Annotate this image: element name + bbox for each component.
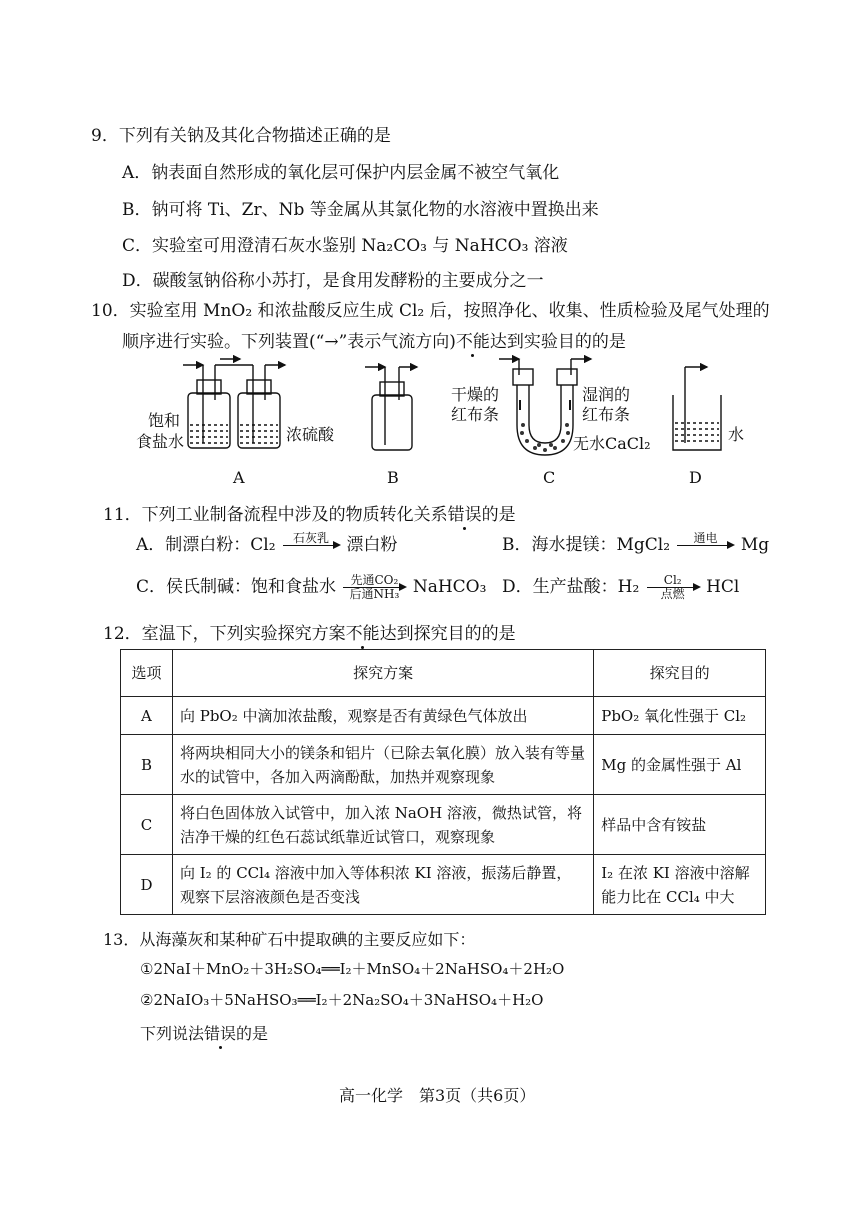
q13-ask-b: 的是: [236, 1024, 269, 1043]
q11-d-product: HCl: [706, 577, 740, 597]
q11-a-arrow: [283, 532, 339, 559]
q13-ask-a: 下列说法: [140, 1024, 205, 1043]
q11-a-above: 石灰乳: [292, 531, 329, 545]
label-wet-cloth-2: 红布条: [582, 405, 631, 424]
q9-option-b: B．钠可将 Ti、Zr、Nb 等金属从其氯化物的水溶液中置换出来: [122, 200, 599, 220]
q9-option-a: A．钠表面自然形成的氧化层可保护内层金属不被空气氧化: [122, 163, 560, 183]
header-goal: 探究目的: [594, 650, 766, 697]
q10-stem-line2-b: 达到实验目的的是: [489, 332, 626, 352]
q11-b-product: Mg: [740, 535, 770, 555]
q11-b-prefix: B．海水提镁：MgCl₂: [502, 535, 671, 555]
label-saturated-salt-2: 食盐水: [136, 432, 185, 451]
q13-reaction-2: ②2NaIO₃＋5NaHSO₃══I₂＋2Na₂SO₄＋3NaHSO₄＋H₂O: [140, 991, 544, 1009]
table-row: [121, 697, 766, 735]
row-b-goal: Mg 的金属性强于 Al: [594, 735, 766, 795]
table-header-row: [121, 650, 766, 697]
q11-d-prefix: D．生产盐酸：H₂: [502, 577, 640, 597]
q11-emphasis: 错误: [448, 500, 482, 525]
q11-stem-a: 11．下列工业制备流程中涉及的物质转化关系: [103, 505, 448, 525]
row-c-option: C: [121, 795, 173, 855]
q11-c-above: 先通CO₂: [350, 573, 399, 587]
table-row: [121, 795, 766, 855]
q10-emphasis: 不能: [456, 327, 490, 352]
q13-ask: [140, 1021, 268, 1044]
row-b-option: B: [121, 735, 173, 795]
q11-a-product: 漂白粉: [346, 535, 398, 555]
q11-stem: [103, 500, 516, 525]
label-anhydrous-cacl2: 无水CaCl₂: [573, 434, 651, 453]
q12-table: [120, 649, 766, 915]
q11-d-arrow: [647, 574, 699, 601]
q11-a-prefix: A．制漂白粉：Cl₂: [136, 535, 276, 555]
q11-option-c: [136, 572, 486, 601]
q12-stem-b: 达到探究目的的是: [379, 624, 516, 644]
label-dry-cloth-1: 干燥的: [451, 385, 500, 404]
q11-d-above: Cl₂: [663, 573, 682, 587]
label-saturated-salt-1: 饱和: [148, 411, 181, 430]
q10-stem-line2: [122, 327, 626, 352]
label-dry-cloth-2: 红布条: [451, 405, 500, 424]
row-b-plan: 将两块相同大小的镁条和铝片（已除去氧化膜）放入装有等量水的试管中，各加入两滴酚酞，加热并观察现象: [172, 735, 593, 795]
q11-option-b: [502, 530, 769, 559]
q11-b-above: 通电: [693, 531, 718, 545]
page-footer: 高一化学 第3页（共6页）: [339, 1086, 536, 1105]
apparatus-b: [365, 367, 417, 450]
q10-stem-line1: 10．实验室用 MnO₂ 和浓盐酸反应生成 Cl₂ 后，按照净化、收集、性质检验及尾气处理的: [91, 301, 770, 321]
apparatus-label-d: D: [689, 468, 702, 487]
q13-emphasis: 错误: [204, 1021, 236, 1044]
apparatus-label-b: B: [387, 468, 399, 487]
apparatus-a: [183, 359, 285, 448]
row-d-plan: 向 I₂ 的 CCl₄ 溶液中加入等体积浓 KI 溶液，振荡后静置，观察下层溶液颜色是否变浅: [172, 855, 593, 915]
apparatus-label-c: C: [543, 468, 556, 487]
q9-stem: 9．下列有关钠及其化合物描述正确的是: [91, 126, 391, 146]
q11-d-below: 点燃: [660, 587, 685, 601]
q13-stem: 13．从海藻灰和某种矿石中提取碘的主要反应如下：: [103, 930, 476, 949]
apparatus-d: [673, 367, 721, 450]
table-row: [121, 735, 766, 795]
label-wet-cloth-1: 湿润的: [582, 385, 631, 404]
row-c-goal: 样品中含有铵盐: [594, 795, 766, 855]
q11-option-d: [502, 572, 739, 601]
q9-option-d: D．碳酸氢钠俗称小苏打，是食用发酵粉的主要成分之一: [122, 271, 544, 291]
q11-b-arrow: [677, 532, 733, 559]
row-c-plan: 将白色固体放入试管中，加入浓 NaOH 溶液，微热试管，将洁净干燥的红色石蕊试纸靠近试管口，观察现象: [172, 795, 593, 855]
label-water: 水: [728, 425, 745, 444]
row-a-option: A: [121, 697, 173, 735]
q11-stem-b: 的是: [481, 505, 516, 525]
row-d-option: D: [121, 855, 173, 915]
table-row: [121, 855, 766, 915]
q13-reaction-1: ①2NaI＋MnO₂＋3H₂SO₄══I₂＋MnSO₄＋2NaHSO₄＋2H₂O: [140, 960, 565, 978]
apparatus-diagram: [125, 355, 765, 465]
q11-c-prefix: C．侯氏制碱：饱和食盐水: [136, 577, 337, 597]
row-a-plan: 向 PbO₂ 中滴加浓盐酸，观察是否有黄绿色气体放出: [172, 697, 593, 735]
q11-c-below: 后通NH₃: [349, 587, 400, 601]
row-d-goal: I₂ 在浓 KI 溶液中溶解能力比在 CCl₄ 中大: [594, 855, 766, 915]
q9-option-c: C．实验室可用澄清石灰水鉴别 Na₂CO₃ 与 NaHCO₃ 溶液: [122, 236, 568, 256]
header-plan: 探究方案: [172, 650, 593, 697]
q12-stem-a: 12．室温下，下列实验探究方案: [103, 624, 346, 644]
q11-option-a: [136, 530, 397, 559]
q11-c-arrow: [343, 574, 405, 601]
q12-stem: [103, 619, 516, 644]
row-a-goal: PbO₂ 氧化性强于 Cl₂: [594, 697, 766, 735]
q11-c-product: NaHCO₃: [412, 577, 487, 597]
q12-emphasis: 不能: [346, 619, 380, 644]
q10-stem-line2-a: 顺序进行实验。下列装置(“→”表示气流方向): [122, 332, 456, 352]
header-option: 选项: [121, 650, 173, 697]
apparatus-label-a: A: [233, 468, 245, 487]
label-conc-sulfuric: 浓硫酸: [286, 425, 335, 444]
